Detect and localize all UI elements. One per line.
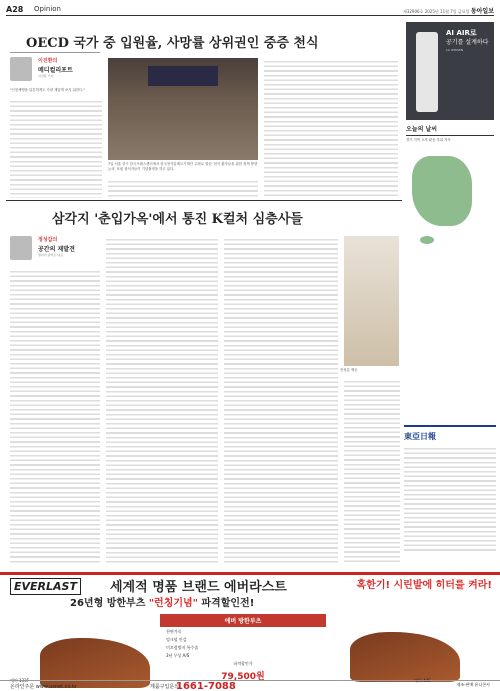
article2-photo-caption: 전성갑 제공 [340,368,358,372]
page-header [6,4,494,16]
author-title: 갤러리 클리오 대표 [38,253,64,257]
article2-body-col2 [106,236,218,564]
article2-body-col1 [10,268,100,564]
article1-author-box [10,52,100,82]
korea-map [412,156,472,226]
article1-body-col3 [264,58,398,198]
promo-heading: 에버 방한부츠 [160,614,326,627]
ad-footer [0,680,500,691]
issue-number: 제32906호 [402,9,424,14]
donga-logo: 東亞日報 [404,432,436,441]
article2-body-col3 [224,236,338,564]
phone-label: 제품구입문의 [150,684,179,690]
paper-name: 동아일보 [470,8,494,15]
ad-line1: AI AIR로 [446,29,477,37]
section-divider [6,200,402,201]
ad-subtitle-pre: 26년형 방한부츠 [70,598,149,609]
author-photo [10,57,32,81]
ad-right-tag: 혹한기! 시린발에 히터를 켜라! [356,580,492,591]
article1-body-col1 [10,98,102,198]
ad-top-rule [0,572,500,575]
ad-subtitle [70,594,254,609]
model-left: 에버 133F [10,678,29,683]
article2-author-box [10,232,100,262]
masthead-box [404,425,496,553]
order-url[interactable]: 온라인주문 www.usnet.co.kr [10,684,77,690]
article1-photo [108,58,258,160]
ad-title: 세계적 명품 브랜드 에버라스트 [110,580,287,595]
promo-price-label: 파격할인가 [233,661,253,666]
promo-line: 3년 무상 A/S [166,653,190,658]
promo-line: 미끄럼방지 특수솔 [166,645,199,650]
weather-subtitle: 경기 지역 오후 맑음 추위 지속 [406,138,451,142]
section-title: Opinion [34,5,61,13]
boot-image-right [350,632,460,682]
ad-brand: LG WHISEN [446,48,464,52]
column-label: 이진환의 [38,58,58,64]
jeju-island [420,236,434,244]
column-label: 정성갑의 [38,237,58,243]
ad-subtitle-red: "런칭기념" [148,598,198,609]
phone-number[interactable]: 1661-7088 [176,681,236,691]
article1-photo-caption: 7일 서울 중구 한국프레스센터에서 한국천식알레르기재단 주최로 열린 '천식 환자들을 위한 정책 방향 논의' 포럼 참석자들이 기념촬영을 하고 있다. [108,162,258,171]
contact-info: 제조·판매 유니콘사 [456,682,490,687]
bottom-ad [0,572,500,691]
ad-line2: 공기를 설계하다 [446,39,489,46]
article2-headline: 삼각지 '춘입가옥'에서 통진 K컬처 심층사들 [52,212,303,227]
promo-box [160,614,326,688]
author-photo [10,236,32,260]
masthead-info [404,445,496,551]
column-title: 공간의 재발견 [38,246,75,253]
article1-body-col2 [108,178,258,198]
promo-price: 79,500원 [221,672,265,682]
air-conditioner-image [416,32,438,112]
article1-quote: "인천세맹을 뒤흔하게도 가장 재밌게 쓰지 위한다." [10,88,86,92]
weather-title: 오늘의 날씨 [406,124,494,136]
ad-brand: EVERLAST [10,578,81,595]
promo-line: 밍크털 안감 [166,637,187,642]
promo-line: 천연가죽 [166,629,182,634]
issue-date: 2025년 11월 7일 금요일 [424,9,470,14]
issue-info [403,6,494,15]
author-title: 이진환 기자 [38,74,54,78]
article2-photo [344,236,399,366]
top-right-ad [406,22,494,120]
weather-panel [406,124,494,276]
column-title: 메디컬리포트 [38,67,73,74]
page-number: A28 [6,5,24,14]
article1-headline: OECD 국가 중 입원율, 사망률 상위권인 중증 천식 [26,36,319,51]
model-right: 에버 44E [414,678,431,683]
ad-subtitle-post: 파격할인전! [197,598,255,609]
article2-body-col4 [344,378,400,564]
